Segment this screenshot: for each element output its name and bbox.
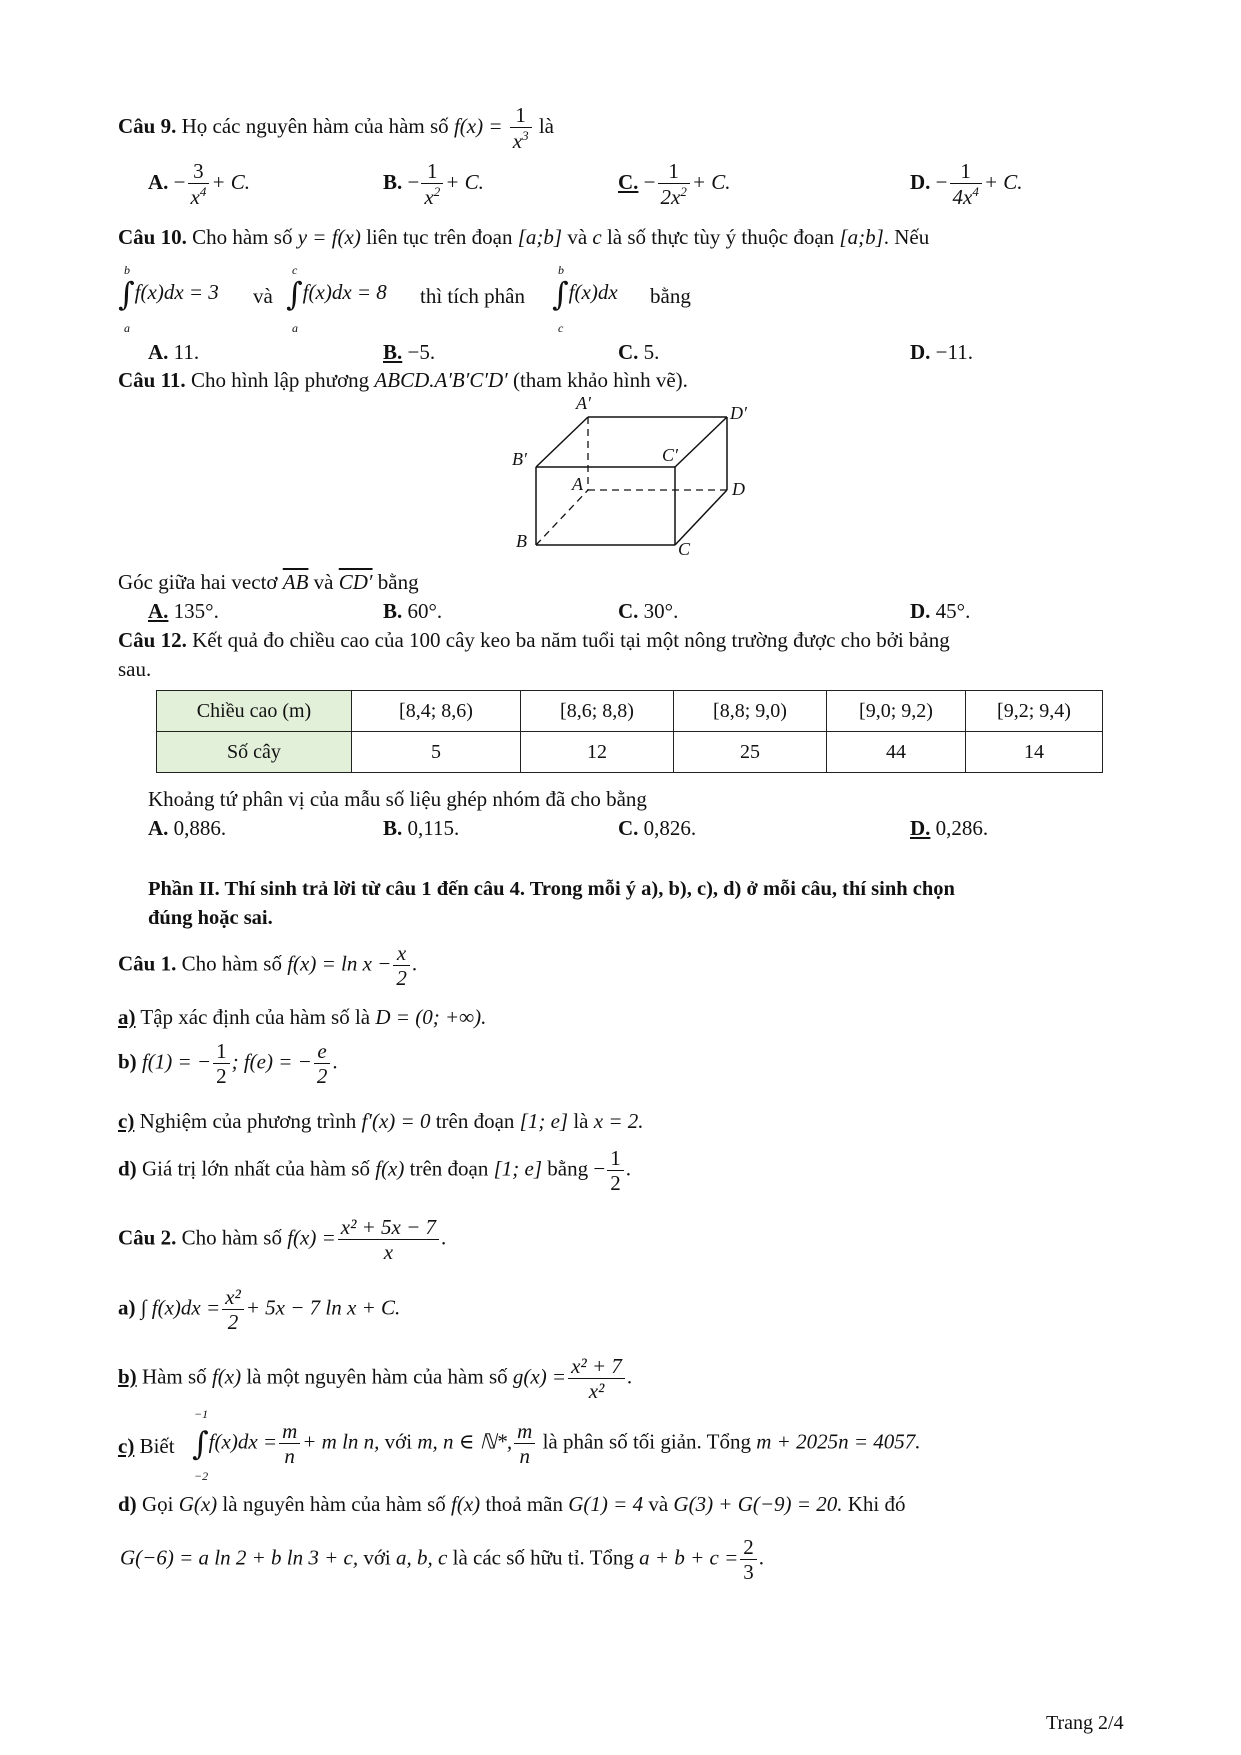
height-frequency-table [156,690,1103,773]
table-cell: 44 [827,732,966,773]
page-number: Trang 2/4 [1046,1712,1124,1734]
p2q2-item-b[interactable]: b) Hàm số f(x) là một nguyên hàm của hàm số g(x) = $\frac{\text{x² + 7}}{\text{x²}}$ . [118,1354,633,1404]
p2q2-stem: Câu 2. Cho hàm số f(x) = $\frac{\text{x² + 5x − 7}}{x}$ . [118,1215,447,1265]
table-cell: 12 [521,732,674,773]
table-cell: [8,6; 8,8) [521,691,674,732]
q9-option-a[interactable]: A. − $\frac{3}{x^4}$ + C. [148,159,251,210]
vector-cd1: CD′ [338,570,373,594]
vertex-a1: A′ [576,395,591,413]
part2-heading-line1: Phần II. Thí sinh trả lời từ câu 1 đến câu 4. Trong mỗi ý a), b), c), d) ở mỗi câu, thí sinh chọn [148,878,955,900]
edge-c1d1 [675,417,727,467]
p2q2-item-d-line2: G(−6) = a ln 2 + b ln 3 + c, với a, b, c là các số hữu tỉ. Tổng a + b + c = $\frac{2}{3}$ . [120,1535,764,1585]
p2q2-item-a[interactable]: a) ∫ f(x)dx = $\frac{\text{x²}}{2}$ + 5x − 7 ln x + C. [118,1285,401,1335]
q9-stem [118,104,554,152]
table-cell: 25 [674,732,827,773]
q11-option-c[interactable]: C. 30°. [618,599,679,623]
p2q1-item-c[interactable]: c) Nghiệm của phương trình f′(x) = 0 trên đoạn [1; e] là x = 2. [118,1109,644,1133]
q12-question: Khoảng tứ phân vị của mẫu số liệu ghép nhóm đã cho bằng [148,787,647,811]
table-row-count [157,732,1103,773]
edge-ab [536,490,588,545]
q12-option-b[interactable]: B. 0,115. [383,816,460,840]
p2q2-item-d-line1[interactable]: d) Gọi G(x) là nguyên hàm của hàm số f(x) thoả mãn G(1) = 4 và G(3) + G(−9) = 20. Khi đó [118,1492,906,1516]
q12-stem-line2: sau. [118,657,152,681]
q9-option-b[interactable]: B. − $\frac{1}{x^2}$ + C. [383,159,484,210]
p2q1-stem: Câu 1. Cho hàm số f(x) = ln x − $\frac{x}{2}$ . [118,941,418,991]
table-cell: [9,2; 9,4) [966,691,1103,732]
vertex-c: C [678,539,691,559]
vertex-d: D [732,479,745,499]
q10-option-d[interactable]: D. −11. [910,340,973,364]
q10-integrals: b a ∫f(x)dx = 3 và c a ∫f(x)dx = 8 thì tích phân b c ∫f(x)dx bằng [118,263,691,335]
q11-prompt: Góc giữa hai vectơ $\overline{AB}$ và CD′ bằng [118,570,419,594]
q9-text: Họ các nguyên hàm của hàm số [181,113,449,138]
table-row-height [157,691,1103,732]
q11-option-b[interactable]: B. 60°. [383,599,443,623]
table-cell: [8,4; 8,6) [352,691,521,732]
q12-option-c[interactable]: C. 0,826. [618,816,697,840]
edge-cd [675,490,727,545]
table-cell: [8,8; 9,0) [674,691,827,732]
table-cell: [9,0; 9,2) [827,691,966,732]
vertex-b: B [516,531,527,551]
vertex-b1: B′ [512,449,527,469]
q12-option-a[interactable]: A. 0,886. [148,816,227,840]
vertex-c1: C′ [662,445,678,465]
p2q1-item-d[interactable]: d) Giá trị lớn nhất của hàm số f(x) trên đoạn [1; e] bằng − $\frac{1}{2}$ . [118,1146,631,1196]
q12-stem-line1: Câu 12. Kết quả đo chiều cao của 100 cây keo ba năm tuổi tại một nông trường được cho bởi bảng [118,628,950,652]
q9-label: Câu 9. [118,113,177,138]
edge-a1b1 [536,417,588,467]
q9-tail: là [538,113,554,138]
q11-option-a[interactable]: A. 135°. [148,599,219,623]
p2q1-item-a[interactable]: a) Tập xác định của hàm số là D = (0; +∞). [118,1005,487,1029]
q9-option-d[interactable]: D. − $\frac{1}{4x^4}$ + C. [910,159,1023,210]
vertex-d1: D′ [730,403,747,423]
cube-figure [500,395,780,560]
vertex-a: A [572,474,583,494]
q10-option-c[interactable]: C. 5. [618,340,660,364]
table-header-count: Số cây [157,732,352,773]
part2-heading-line2: đúng hoặc sai. [148,907,273,929]
q9-option-c[interactable]: C. − $\frac{1}{2x^2}$ + C. [618,159,731,210]
p2q2-item-c[interactable]: c) Biết −1 −2 ∫f(x)dx = $\frac{m}{n}$ + m ln n, với m, n ∈ ℕ*, $\frac{m}{n}$ là phân số tối giản. Tổng m + 2025n = 4057. [118,1407,921,1483]
q9-func: f(x) = [453,113,503,138]
table-header-height: Chiều cao (m) [157,691,352,732]
q11-option-d[interactable]: D. 45°. [910,599,971,623]
table-cell: 14 [966,732,1103,773]
q10-option-b[interactable]: B. −5. [383,340,436,364]
q11-stem: Câu 11. Cho hình lập phương ABCD.A′B′C′D′ (tham khảo hình vẽ). [118,368,688,392]
q12-option-d[interactable]: D. 0,286. [910,816,989,840]
q10-stem-line1: Câu 10. Cho hàm số y = f(x) liên tục trên đoạn [a;b] và c là số thực tùy ý thuộc đoạn [a;b]. Nếu [118,225,930,249]
table-cell: 5 [352,732,521,773]
q9-fraction: $\frac{1}{x^3}$ [510,104,532,152]
p2q1-item-b[interactable]: b) f(1) = − $\frac{1}{2}$ ; f(e) = − $\frac{e}{2}$ . [118,1039,338,1089]
q10-option-a[interactable]: A. 11. [148,340,200,364]
vector-ab: $\overline{AB}$ [282,570,309,594]
